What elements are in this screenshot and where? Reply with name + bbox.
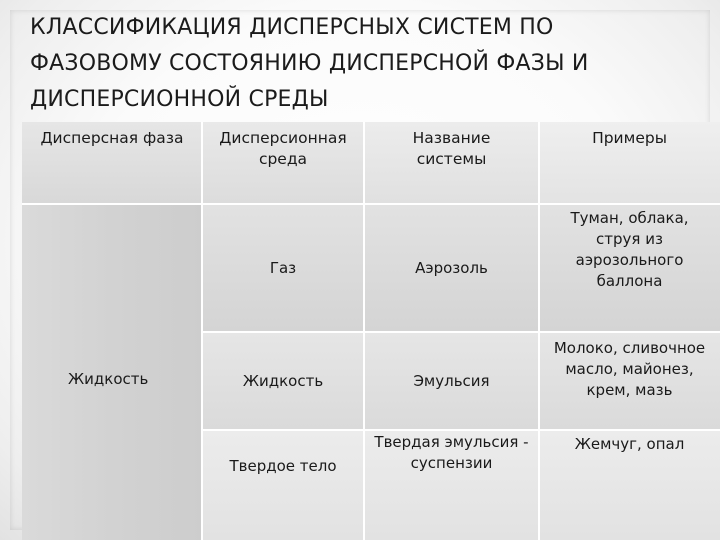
header-system-name: [364, 122, 539, 204]
row-2-examples-text: Молоко, сливочное масло, майонез, крем, мазь: [553, 339, 706, 399]
row-2-system: Эмульсия: [364, 332, 539, 430]
grid-line: [202, 429, 720, 431]
row-1-examples-text: Туман, облака, струя из аэрозольного баллона: [570, 209, 689, 290]
row-2-examples: [539, 332, 720, 430]
row-2-medium: Жидкость: [202, 332, 364, 430]
row-1-medium: Газ: [202, 204, 364, 332]
header-dispersion-medium: [202, 122, 364, 204]
row-1-examples: [539, 204, 720, 332]
classification-table: [22, 122, 720, 540]
row-3-system: [364, 430, 539, 540]
slide-title: [30, 10, 700, 118]
header-dispersed-phase: Дисперсная фаза: [22, 122, 202, 204]
header-system-name-label: Название системы: [412, 129, 491, 168]
title-line-1: КЛАССИФИКАЦИЯ ДИСПЕРСНЫХ СИСТЕМ ПО: [30, 15, 554, 40]
grid-line: [202, 331, 720, 333]
title-line-3: ДИСПЕРСИОННОЙ СРЕДЫ: [30, 87, 329, 112]
title-line-2: ФАЗОВОМУ СОСТОЯНИЮ ДИСПЕРСНОЙ ФАЗЫ И: [30, 51, 589, 76]
header-examples: Примеры: [539, 122, 720, 204]
row-3-system-text: Твердая эмульсия - суспензии: [374, 433, 529, 472]
row-3-examples: Жемчуг, опал: [539, 430, 720, 540]
dispersed-phase-cell: Жидкость: [22, 204, 202, 540]
row-1-system: Аэрозоль: [364, 204, 539, 332]
header-dispersion-medium-label: Дисперсионная среда: [219, 129, 347, 168]
grid-line: [22, 203, 720, 205]
row-3-medium: Твердое тело: [202, 430, 364, 540]
